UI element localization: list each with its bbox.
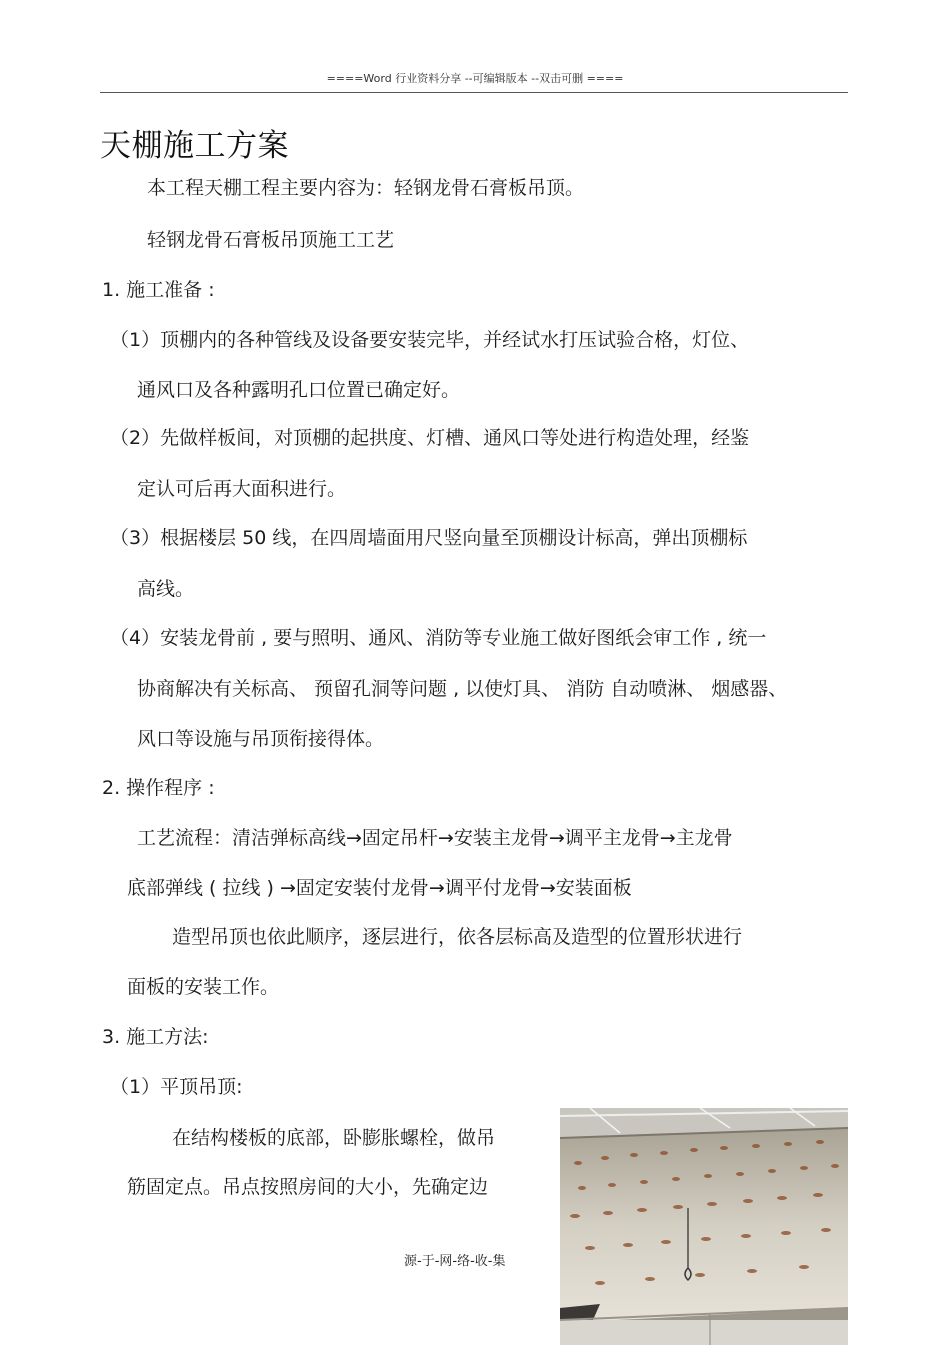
section-2-heading: 2. 操作程序 :	[102, 777, 215, 799]
item-4-line-1: （4）安装龙骨前 , 要与照明、通风、消防等专业施工做好图纸会审工作 , 统一	[110, 627, 767, 649]
item-2-line-2: 定认可后再大面积进行。	[137, 478, 347, 500]
item-4-line-3: 风口等设施与吊顶衔接得体。	[137, 728, 385, 750]
method-line-1: 在结构楼板的底部，卧膨胀螺栓，做吊	[172, 1127, 496, 1149]
section-3-heading: 3. 施工方法:	[102, 1026, 209, 1048]
item-3-line-2: 高线。	[137, 578, 195, 600]
method-line-2: 筋固定点。吊点按照房间的大小，先确定边	[127, 1176, 489, 1198]
process-flow-line-2: 底部弹线 ( 拉线 ) →固定安装付龙骨→调平付龙骨→安装面板	[127, 877, 632, 899]
header-divider	[100, 92, 848, 93]
footer-source-note: 源-于-网-络-收-集	[404, 1254, 506, 1269]
process-flow-line-1: 工艺流程：清洁弹标高线→固定吊杆→安装主龙骨→调平主龙骨→主龙骨	[137, 827, 733, 849]
page-header: ====Word 行业资料分享 --可编辑版本 --双击可删 ====	[326, 72, 624, 85]
document-title: 天棚施工方案	[100, 128, 289, 164]
item-2-line-1: （2）先做样板间，对顶棚的起拱度、灯槽、通风口等处进行构造处理，经鉴	[110, 427, 750, 449]
item-1-line-1: （1）顶棚内的各种管线及设备要安装完毕，并经试水打压试验合格，灯位、	[110, 329, 750, 351]
section-subtitle: 轻钢龙骨石膏板吊顶施工工艺	[147, 229, 395, 251]
intro-paragraph: 本工程天棚工程主要内容为：轻钢龙骨石膏板吊顶。	[147, 177, 585, 199]
ceiling-photo	[560, 1108, 848, 1345]
process-note-line-2: 面板的安装工作。	[127, 976, 280, 998]
item-3-line-1: （3）根据楼层 50 线，在四周墙面用尺竖向量至顶棚设计标高，弹出顶棚标	[110, 527, 748, 549]
item-1-line-2: 通风口及各种露明孔口位置已确定好。	[137, 379, 461, 401]
item-4-line-2: 协商解决有关标高、 预留孔洞等问题 , 以使灯具、 消防 自动喷淋、 烟感器、	[137, 678, 788, 700]
section-1-heading: 1. 施工准备 :	[102, 279, 215, 301]
subsection-flat-ceiling: （1）平顶吊顶:	[110, 1076, 243, 1098]
process-note-line-1: 造型吊顶也依此顺序，逐层进行，依各层标高及造型的位置形状进行	[172, 926, 743, 948]
